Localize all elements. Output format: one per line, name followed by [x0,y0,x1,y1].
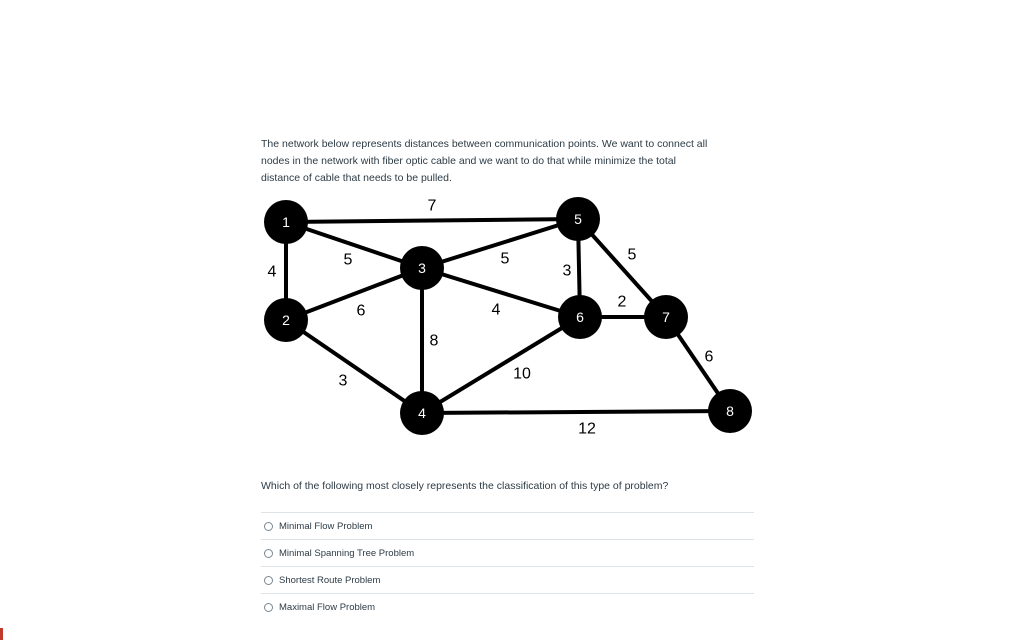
node-3 [400,246,444,290]
edge-weight-4-8: 12 [578,420,596,438]
edge-4-6 [422,317,580,413]
answer-option[interactable] [261,593,754,620]
edge-weight-3-5: 5 [500,250,510,268]
edge-weight-2-4: 3 [338,372,348,390]
node-7 [644,295,688,339]
node-5 [556,197,600,241]
node-label: 6 [576,309,584,325]
radio-button[interactable] [264,549,273,558]
edge-4-8 [422,411,730,413]
node-1 [264,200,308,244]
node-8 [708,389,752,433]
answer-label: Shortest Route Problem [279,574,381,586]
edge-weight-1-2: 4 [267,263,277,281]
intro-line: distance of cable that needs to be pulled. [261,172,452,184]
edge-weight-5-7: 5 [627,246,637,264]
radio-button[interactable] [264,576,273,585]
intro-line: The network below represents distances between communication points. We want to connect all [261,138,708,150]
edge-weight-2-3: 6 [356,302,366,320]
edge-weight-3-4: 8 [429,332,439,350]
node-2 [264,298,308,342]
page-edge-marker [0,628,3,640]
node-label: 8 [726,403,734,419]
node-label: 4 [418,405,426,421]
answer-option[interactable] [261,566,754,593]
answer-label: Minimal Flow Problem [279,520,373,532]
node-6 [558,295,602,339]
edge-weight-6-7: 2 [617,293,627,311]
edge-weight-7-8: 6 [704,348,714,366]
answer-option[interactable] [261,512,754,539]
answer-label: Maximal Flow Problem [279,601,376,613]
edge-weight-1-5: 7 [427,197,437,215]
node-label: 1 [282,214,290,230]
node-label: 3 [418,260,426,276]
node-4 [400,391,444,435]
answer-list [261,512,754,620]
edge-3-6 [422,268,580,317]
answer-label: Minimal Spanning Tree Problem [279,547,415,559]
edge-weight-3-6: 4 [491,301,501,319]
radio-button[interactable] [264,522,273,531]
question-prompt: Which of the following most closely represents the classification of this type of problem? [261,480,669,492]
node-label: 2 [282,312,290,328]
node-label: 5 [574,211,582,227]
edge-weight-4-6: 10 [513,365,531,383]
node-label: 7 [662,309,670,325]
radio-button[interactable] [264,603,273,612]
edge-weight-1-3: 5 [343,251,353,269]
answer-option[interactable] [261,539,754,566]
edge-1-5 [286,219,578,222]
edge-weight-5-6: 3 [562,262,572,280]
edge-2-4 [286,320,422,413]
intro-line: nodes in the network with fiber optic cable and we want to do that while minimize the total [261,155,676,167]
